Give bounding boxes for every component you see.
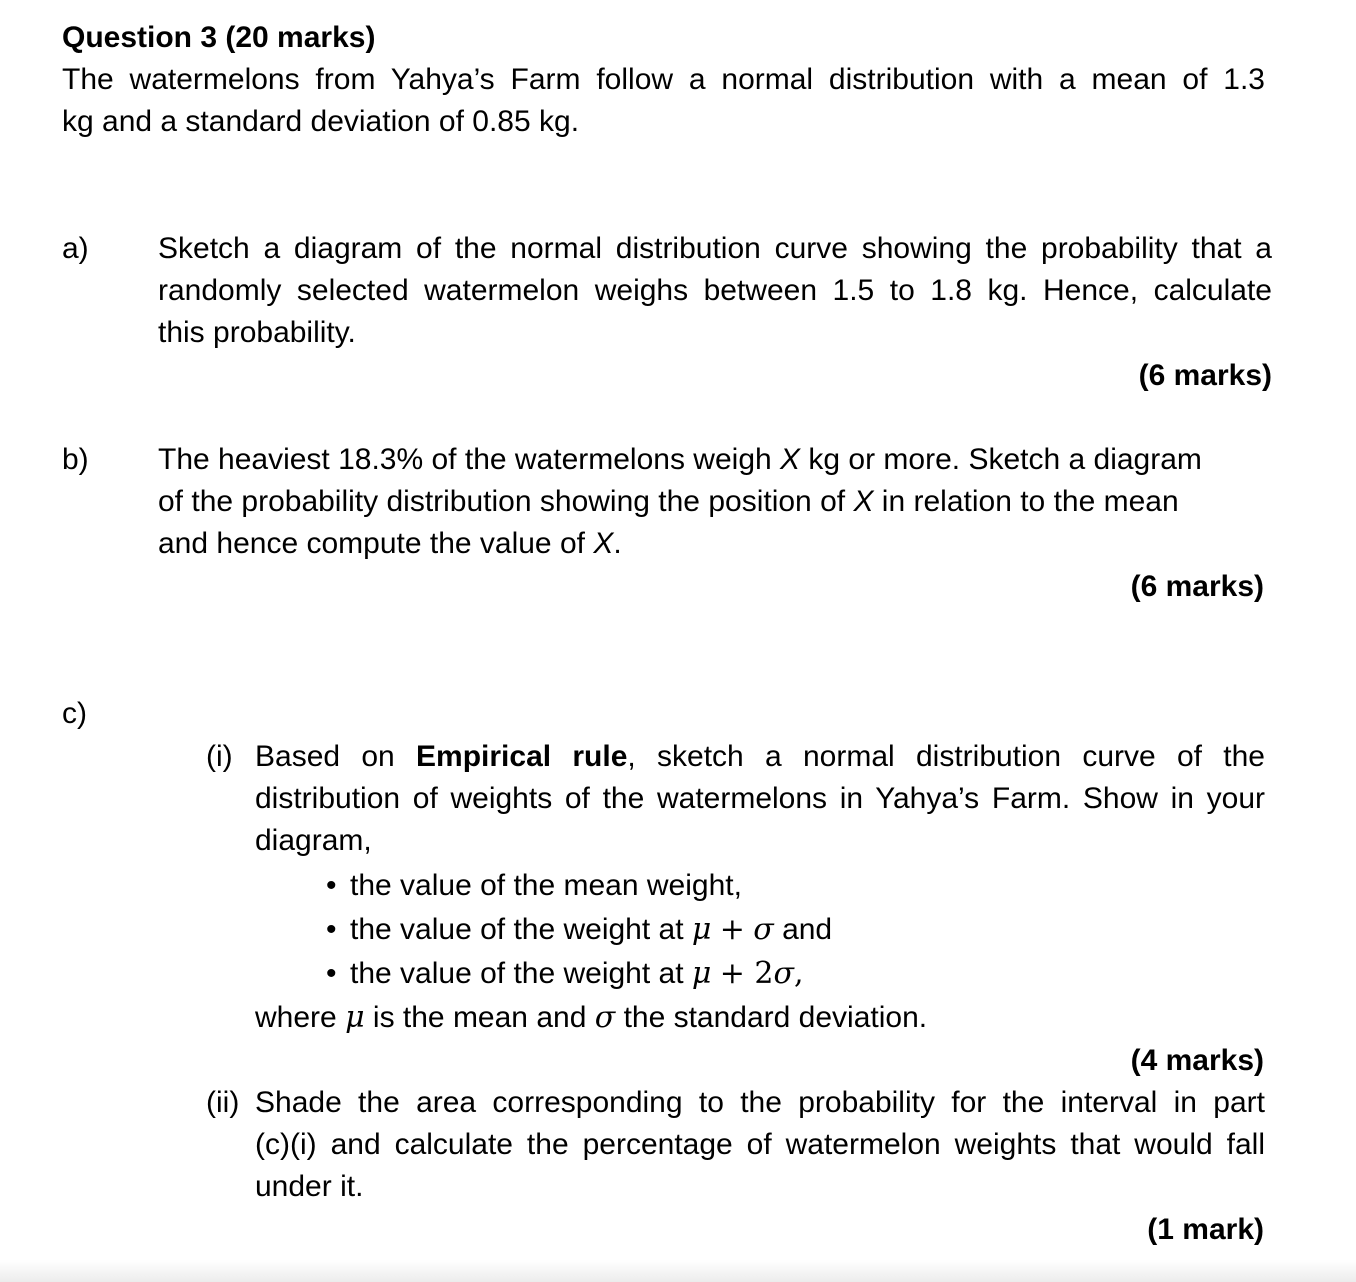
part-b-line-1 xyxy=(158,439,1202,481)
bullet-text: the value of the weight at xyxy=(350,913,684,946)
variable-x: X xyxy=(853,485,874,518)
part-a-line-3: this probability. xyxy=(158,316,356,349)
mu-symbol: μ xyxy=(691,956,712,991)
bullet-item-mu-plus-sigma xyxy=(326,909,832,951)
part-b-line-2-post: in relation to the mean xyxy=(881,485,1179,518)
part-c-i-line-1 xyxy=(255,736,1265,778)
part-b-line-3 xyxy=(158,523,622,565)
part-c-label: c) xyxy=(62,697,87,730)
where-pre: where xyxy=(255,1001,337,1034)
sigma-symbol: σ xyxy=(773,956,794,991)
sigma-symbol: σ xyxy=(594,1000,616,1035)
part-b-line-2 xyxy=(158,481,1179,523)
sigma-symbol: σ xyxy=(753,912,774,947)
part-c-i-marks: (4 marks) xyxy=(1130,1044,1264,1077)
part-c-i-label: (i) xyxy=(206,740,233,773)
part-c-ii-marks: (1 mark) xyxy=(1147,1213,1264,1246)
bullet-text: the value of the weight at xyxy=(350,957,684,990)
question-title: Question 3 (20 marks) xyxy=(62,21,376,54)
bullet-text-post: and xyxy=(782,913,833,946)
part-a-label: a) xyxy=(62,232,89,265)
bullet-icon: • xyxy=(326,957,337,990)
plus-symbol: + xyxy=(719,912,745,947)
part-c-ii-line-3: under it. xyxy=(255,1170,364,1203)
bullet-item-mu-plus-2sigma xyxy=(326,953,804,995)
part-b-line-3-pre: and hence compute the value of xyxy=(158,527,585,560)
variable-x: X xyxy=(780,443,801,476)
part-c-i-line-2: distribution of weights of the watermelons in Yahya’s Farm. Show in your xyxy=(255,782,1265,815)
variable-x: X xyxy=(593,527,614,560)
part-b-line-1-post: kg or more. Sketch a diagram xyxy=(808,443,1202,476)
question-intro-line-1: The watermelons from Yahya’s Farm follow a normal distribution with a mean of 1.3 xyxy=(62,63,1265,96)
part-c-ii-line-1: Shade the area corresponding to the probability for the interval in part xyxy=(255,1086,1265,1119)
plus-two-symbol: + 2 xyxy=(719,956,774,991)
comma: , xyxy=(794,956,804,991)
bullet-text: the value of the mean weight, xyxy=(350,869,742,902)
part-b-label: b) xyxy=(62,443,89,476)
empirical-rule-term: Empirical rule xyxy=(416,740,628,773)
part-b-line-1-pre: The heaviest 18.3% of the watermelons weigh xyxy=(158,443,772,476)
where-mid: is the mean and xyxy=(372,1001,587,1034)
part-a-marks: (6 marks) xyxy=(1138,359,1272,392)
part-c-i-line-1-post: , sketch a normal distribution curve of the xyxy=(627,740,1265,773)
part-a-line-2: randomly selected watermelon weighs between 1.5 to 1.8 kg. Hence, calculate xyxy=(158,274,1272,307)
part-b-line-3-post: . xyxy=(613,527,622,560)
part-b-marks: (6 marks) xyxy=(1130,570,1264,603)
part-c-ii-label: (ii) xyxy=(206,1086,240,1119)
bullet-item-mean xyxy=(326,865,742,907)
mu-symbol: μ xyxy=(345,1000,365,1035)
part-c-ii-line-2: (c)(i) and calculate the percentage of watermelon weights that would fall xyxy=(255,1128,1265,1161)
part-c-i-line-1-pre: Based on xyxy=(255,740,395,773)
bullet-icon: • xyxy=(326,913,337,946)
bullet-icon: • xyxy=(326,869,337,902)
where-post: the standard deviation. xyxy=(623,1001,928,1034)
part-c-i-line-3: diagram, xyxy=(255,824,372,857)
part-a-line-1: Sketch a diagram of the normal distribution curve showing the probability that a xyxy=(158,232,1272,265)
question-intro-line-2: kg and a standard deviation of 0.85 kg. xyxy=(62,105,580,138)
part-c-i-where-line xyxy=(255,997,927,1039)
page-bottom-shadow xyxy=(0,1260,1356,1282)
mu-symbol: μ xyxy=(691,912,712,947)
part-b-line-2-pre: of the probability distribution showing the position of xyxy=(158,485,846,518)
